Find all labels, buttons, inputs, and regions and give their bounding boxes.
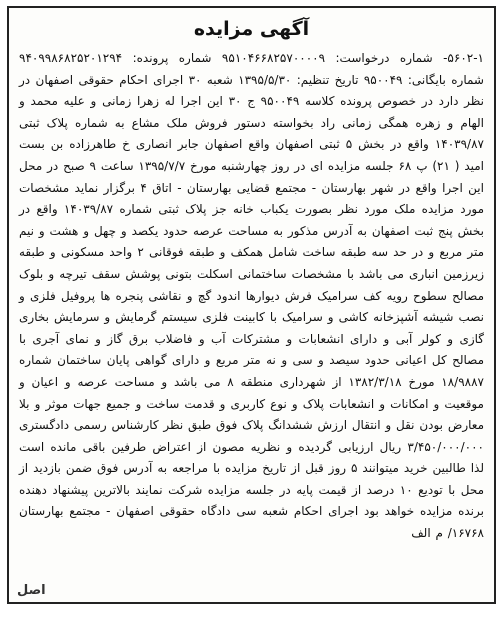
corner-mark: اصل [17, 583, 46, 598]
notice-title: آگهی مزایده [193, 18, 310, 40]
notice-body-text: ۵۶۰۲-۱- شماره درخواست: ۹۵۱۰۴۶۶۸۲۵۷۰۰۰۰۹ شماره پرونده: ۹۴۰۹۹۸۶۸۲۵۲۰۱۲۹۴ شماره بایگانی: ۹۵۰۰۴۹ تاریخ تنظیم: ۱۳۹۵/۵/۳۰ شعبه ۳۰ اجرای احکام حقوقی اصفهان در نظر دارد در خصوص پرونده کلاسه ۹۵۰۰۴۹ ج ۳۰ این اجرا له زهرا زمانی و علیه محمد و الهام و زهره همگی زمانی راد بخواسته دستور فروش ملک مشاع به شماره پلاک ثبتی ۱۴۰۳۹/۸۷ واقع در بخش ۵ ثبتی اصفهان واقع اصفهان جابر انصاری خ طاهرزاده بن بست امید ( ۲۱) پ ۶۸ جلسه مزایده ای در روز چهارشنبه مورخ ۱۳۹۵/۷/۷ ساعت ۹ صبح در محل این اجرا واقع در شهر بهارستان - مجتمع قضایی بهارستان - اتاق ۴ برگزار نماید مشخصات مورد مزایده ملک مورد نظر بصورت یکباب خانه جز پلاک ثبتی شماره ۱۴۰۳۹/۸۷ واقع در بخش پنج ثبت اصفهان به آدرس مذکور به مساحت عرصه حدود یکصد و چهل و هشت و نیم متر مربع و در حد سه طبقه ساخت شامل همکف و طبقه فوقانی ۲ واحد مسکونی و طبقه زیرزمین انباری می باشد با مشخصات ساختمانی اسکلت بتونی پوشش سقف تیرچه و بلوک مصالح سطوح رویه کف سرامیک فرش دیوارها اندود گچ و نقاشی پنجره ها پروفیل فلزی و نصب شیشه آشپزخانه کاشی و سرامیک با کابینت فلزی سیستم گرمایش و سرمایش بخاری گازی و کولر آبی و دارای انشعابات و مشترکات آب و فاضلاب برق گاز و نمای آجری با مصالح کل اعیانی حدود سیصد و سی و نه متر مربع و دارای گواهی پایان ساختمان شماره ۱۸/۹۸۸۷ مورخ ۱۳۸۲/۳/۱۸ از شهرداری منطقه ۸ می باشد و مساحت عرصه و اعیان و موقعیت و امکانات و انشعابات پلاک و نوع کاربری و قدمت ساخت و جمیع جهات موثر و بلا معارض بودن نقل و انتقال ارزش ششدانگ پلاک فوق طبق نظر کارشناس رسمی دادگستری ۳/۴۵۰/۰۰۰/۰۰۰ ریال ارزیابی گردیده و نظریه مصون از اعتراض طرفین باقی مانده است لذا طالبین خرید میتوانند ۵ روز قبل از تاریخ مزایده با مراجعه به آدرس فوق ضمن بازدید از محل با تودیع ۱۰ درصد از قیمت پایه در جلسه مزایده شرکت نمایند بالاترین پیشنهاد دهنده برنده مزایده خواهد بود اجرای احکام شعبه سی دادگاه حقوقی اصفهان - مجتمع بهارستان ۱۶۷۶۸/ م الف [18, 51, 485, 541]
auction-notice [7, 6, 496, 604]
